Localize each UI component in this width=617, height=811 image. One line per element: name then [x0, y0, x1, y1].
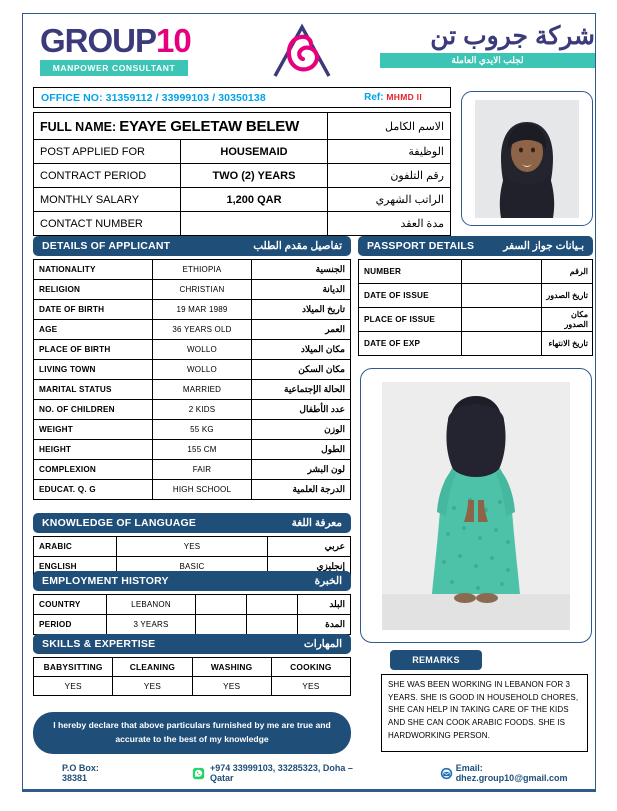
table-row [359, 332, 593, 356]
contact-number-label: CONTACT NUMBER [34, 212, 181, 236]
country-label-arabic: البلد [298, 595, 351, 615]
place-of-birth-label: PLACE OF BIRTH [34, 340, 153, 360]
contact-number-label-arabic: مدة العقد [328, 212, 451, 236]
complexion-value: FAIR [153, 460, 252, 480]
english-language-value: BASIC [117, 557, 268, 577]
passport-date-of-exp-label-arabic: تاريخ الانتهاء [542, 332, 593, 356]
portrait-illustration-icon [475, 100, 579, 218]
skill-header-cleaning: CLEANING [113, 658, 192, 677]
period-extra-1 [196, 615, 247, 635]
employment-section-title: EMPLOYMENT HISTORY [42, 575, 169, 587]
no-of-children-label-arabic: عدد الأطفال [252, 400, 351, 420]
arabic-language-label-arabic: عربي [268, 537, 351, 557]
place-of-birth-label-arabic: مكان الميلاد [252, 340, 351, 360]
table-row [34, 212, 451, 236]
reference-label: Ref: [364, 92, 384, 103]
employment-section-header [33, 571, 351, 591]
office-contact-strip [33, 87, 451, 108]
table-row [34, 400, 351, 420]
table-row [34, 188, 451, 212]
nationality-label-arabic: الجنسية [252, 260, 351, 280]
table-row [34, 480, 351, 500]
knowledge-of-language-section [33, 513, 351, 577]
nationality-value: ETHIOPIA [153, 260, 252, 280]
table-row [34, 280, 351, 300]
date-of-birth-label-arabic: تاريخ الميلاد [252, 300, 351, 320]
details-section-title-arabic: تفاصيل مقدم الطلب [253, 240, 342, 252]
age-label: AGE [34, 320, 153, 340]
skills-section-title: SKILLS & EXPERTISE [42, 638, 156, 650]
religion-label: RELIGION [34, 280, 153, 300]
reference-value: MHMD II [386, 92, 422, 102]
details-section-header [33, 236, 351, 256]
table-row-skills-headers [34, 658, 351, 677]
passport-table [358, 259, 593, 356]
country-value: LEBANON [107, 595, 196, 615]
table-row [34, 340, 351, 360]
living-town-value: WOLLO [153, 360, 252, 380]
skills-table [33, 657, 351, 696]
living-town-label: LIVING TOWN [34, 360, 153, 380]
office-number: OFFICE NO: 31359112 / 33999103 / 30350138 [41, 91, 266, 104]
table-row [34, 380, 351, 400]
footer [22, 762, 596, 784]
english-language-label-arabic: إنجليزي [268, 557, 351, 577]
age-value: 36 YEARS OLD [153, 320, 252, 340]
post-applied-label: POST APPLIED FOR [34, 140, 181, 164]
place-of-birth-value: WOLLO [153, 340, 252, 360]
weight-label: WEIGHT [34, 420, 153, 440]
logo-wordmark [40, 24, 260, 57]
table-row [34, 460, 351, 480]
arabic-language-value: YES [117, 537, 268, 557]
passport-number-label: NUMBER [359, 260, 462, 284]
full-name-value: EYAYE GELETAW BELEW [119, 117, 300, 135]
marital-status-label-arabic: الحالة الإجتماعية [252, 380, 351, 400]
weight-value: 55 KG [153, 420, 252, 440]
table-row [34, 440, 351, 460]
full-name-label: FULL NAME: [40, 119, 117, 134]
passport-date-of-issue-value [462, 284, 542, 308]
marital-status-label: MARITAL STATUS [34, 380, 153, 400]
passport-date-of-issue-label-arabic: تاريخ الصدور [542, 284, 593, 308]
table-row [34, 537, 351, 557]
table-row [34, 615, 351, 635]
passport-photo-frame [461, 91, 593, 226]
country-label: COUNTRY [34, 595, 107, 615]
footer-email-text: Email: dhez.group10@gmail.com [455, 763, 568, 783]
language-section-header [33, 513, 351, 533]
marital-status-value: MARRIED [153, 380, 252, 400]
table-row [359, 308, 593, 332]
table-row [34, 420, 351, 440]
table-row [34, 260, 351, 280]
table-row [359, 284, 593, 308]
education-label-arabic: الدرجة العلمية [252, 480, 351, 500]
applicant-summary-table [33, 112, 451, 236]
skill-value-babysitting: YES [34, 677, 113, 696]
passport-date-of-exp-label: DATE OF EXP [359, 332, 462, 356]
period-label-arabic: المدة [298, 615, 351, 635]
date-of-birth-value: 19 MAR 1989 [153, 300, 252, 320]
period-value: 3 YEARS [107, 615, 196, 635]
period-extra-2 [247, 615, 298, 635]
whatsapp-icon [192, 767, 205, 780]
employment-history-section [33, 571, 351, 635]
language-section-title: KNOWLEDGE OF LANGUAGE [42, 517, 197, 529]
monthly-salary-label-arabic: الراتب الشهري [328, 188, 451, 212]
contract-period-label: CONTRACT PERIOD [34, 164, 181, 188]
footer-phone-text: +974 33999103, 33285323, Doha – Qatar [209, 763, 353, 783]
logo-text-group: GROUP [40, 22, 157, 59]
remarks-tag: REMARKS [390, 650, 482, 670]
period-label: PERIOD [34, 615, 107, 635]
arabic-brand-title: شركة جروب تن [430, 22, 595, 50]
full-name-cell [34, 113, 328, 140]
declaration-banner: I hereby declare that above particulars furnished by me are true and accurate to the best of my knowledge [33, 712, 351, 754]
table-row [34, 300, 351, 320]
email-icon [440, 767, 453, 780]
passport-section-header [358, 236, 593, 256]
complexion-label-arabic: لون البشر [252, 460, 351, 480]
education-label: EDUCAT. Q. G [34, 480, 153, 500]
table-row [359, 260, 593, 284]
footer-divider [22, 790, 596, 792]
passport-place-of-issue-value [462, 308, 542, 332]
details-table [33, 259, 351, 500]
passport-place-of-issue-label-arabic: مكان الصدور [542, 308, 593, 332]
details-of-applicant-section [33, 236, 351, 500]
english-language-label: ENGLISH [34, 557, 117, 577]
post-applied-value: HOUSEMAID [181, 140, 328, 164]
religion-value: CHRISTIAN [153, 280, 252, 300]
reference-field [364, 92, 450, 103]
height-label: HEIGHT [34, 440, 153, 460]
skill-value-cooking: YES [271, 677, 350, 696]
skill-header-cooking: COOKING [271, 658, 350, 677]
table-row [34, 360, 351, 380]
footer-email-group [440, 763, 596, 783]
passport-section-title: PASSPORT DETAILS [367, 240, 475, 252]
table-row [34, 320, 351, 340]
passport-date-of-issue-label: DATE OF ISSUE [359, 284, 462, 308]
full-body-photo-frame [360, 368, 592, 643]
full-name-label-arabic: الاسم الكامل [328, 113, 451, 140]
arabic-brand [380, 24, 595, 68]
table-row [34, 164, 451, 188]
country-extra-2 [247, 595, 298, 615]
no-of-children-value: 2 KIDS [153, 400, 252, 420]
no-of-children-label: NO. OF CHILDREN [34, 400, 153, 420]
employment-table [33, 594, 351, 635]
skill-header-washing: WASHING [192, 658, 271, 677]
skills-and-expertise-section [33, 634, 351, 696]
religion-label-arabic: الديانة [252, 280, 351, 300]
table-row [34, 595, 351, 615]
contact-number-value [181, 212, 328, 236]
passport-place-of-issue-label: PLACE OF ISSUE [359, 308, 462, 332]
contract-period-value: TWO (2) YEARS [181, 164, 328, 188]
table-row [34, 140, 451, 164]
complexion-label: COMPLEXION [34, 460, 153, 480]
employment-section-title-arabic: الخبرة [314, 575, 342, 587]
passport-number-value [462, 260, 542, 284]
skill-value-washing: YES [192, 677, 271, 696]
passport-number-label-arabic: الرقم [542, 260, 593, 284]
monthly-salary-label: MONTHLY SALARY [34, 188, 181, 212]
footer-pobox: P.O Box: 38381 [62, 763, 99, 783]
full-body-photo [382, 382, 570, 630]
arabic-brand-subtitle: لجلب الايدي العاملة [380, 53, 595, 68]
passport-details-section [358, 236, 593, 356]
logo-subtitle: MANPOWER CONSULTANT [40, 60, 188, 76]
passport-photo [475, 100, 579, 218]
skills-section-title-arabic: المهارات [303, 638, 342, 650]
table-row-skills-values [34, 677, 351, 696]
monthly-salary-value: 1,200 QAR [181, 188, 328, 212]
country-extra-1 [196, 595, 247, 615]
skill-header-babysitting: BABYSITTING [34, 658, 113, 677]
contract-period-label-arabic: رقم التلفون [328, 164, 451, 188]
height-value: 155 CM [153, 440, 252, 460]
post-applied-label-arabic: الوظيفة [328, 140, 451, 164]
skills-section-header [33, 634, 351, 654]
skill-value-cleaning: YES [113, 677, 192, 696]
table-row-full-name [34, 113, 451, 140]
height-label-arabic: الطول [252, 440, 351, 460]
remarks-text: SHE WAS BEEN WORKING IN LEBANON FOR 3 YEARS. SHE IS GOOD IN HOUSEHOLD CHORES, SHE CAN HELP IN TAKING CARE OF THE KIDS AND SHE CAN COOK ARABIC FOODS. SHE IS HARDWORKING PERSON. [381, 674, 588, 752]
company-logo [40, 24, 260, 76]
details-section-title: DETAILS OF APPLICANT [42, 240, 171, 252]
language-section-title-arabic: معرفة اللغة [291, 517, 342, 529]
nationality-label: NATIONALITY [34, 260, 153, 280]
passport-date-of-exp-value [462, 332, 542, 356]
age-label-arabic: العمر [252, 320, 351, 340]
weight-label-arabic: الوزن [252, 420, 351, 440]
arabic-language-label: ARABIC [34, 537, 117, 557]
brand-emblem-icon [270, 22, 334, 80]
education-value: HIGH SCHOOL [153, 480, 252, 500]
date-of-birth-label: DATE OF BIRTH [34, 300, 153, 320]
living-town-label-arabic: مكان السكن [252, 360, 351, 380]
logo-text-ten: 10 [156, 22, 191, 59]
footer-phone-group [192, 763, 378, 783]
passport-section-title-arabic: بـيانات جواز السفر [503, 240, 584, 252]
full-body-illustration-icon [382, 382, 570, 630]
